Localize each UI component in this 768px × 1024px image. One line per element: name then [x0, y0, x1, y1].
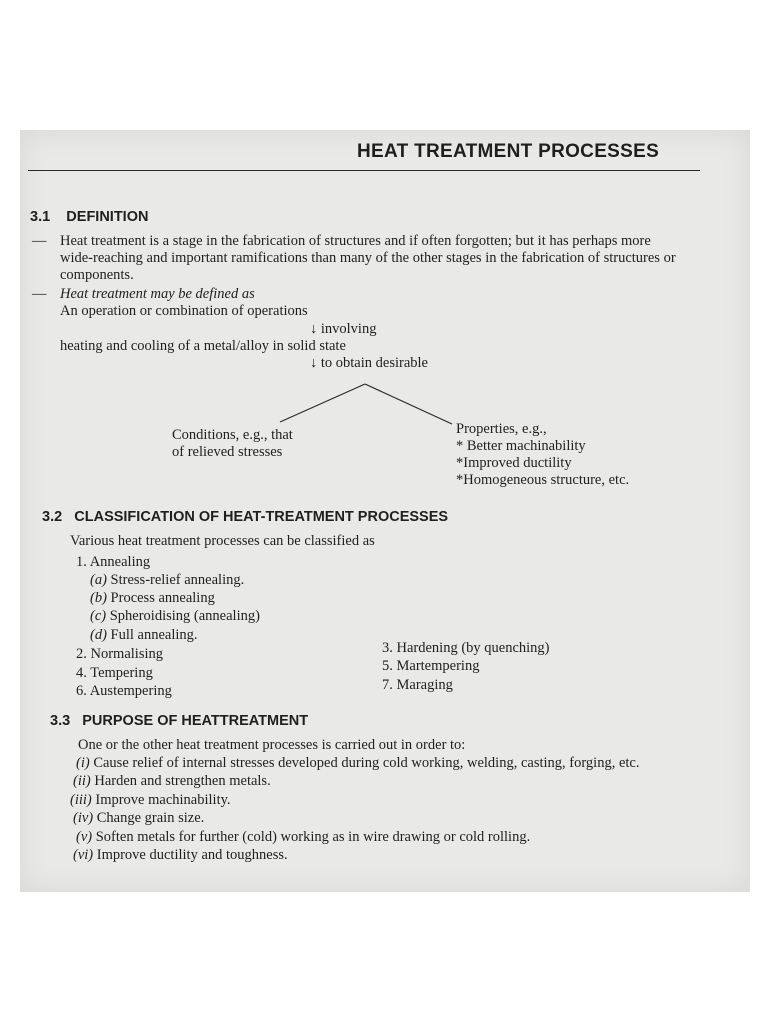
sub-item-b: (b) Process annealing: [90, 590, 215, 606]
sub-item-d: (d) Full annealing.: [90, 627, 198, 643]
purpose-intro: One or the other heat treatment processes is carried out in order to:: [78, 737, 466, 753]
sub-item-a: (a) Stress-relief annealing.: [90, 572, 245, 588]
sub-item-c: (c) Spheroidising (annealing): [90, 608, 260, 624]
page-title: HEAT TREATMENT PROCESSES: [357, 141, 660, 162]
branch-left-line-2: of relieved stresses: [172, 444, 283, 460]
arrow-to-obtain: ↓ to obtain desirable: [310, 355, 428, 371]
section-number: 3.2: [42, 509, 63, 525]
definition-line-2: wide-reaching and important ramifications than many of the other stages in the fabrication of structures or: [60, 250, 676, 266]
list-item-tempering: 4. Tempering: [76, 665, 153, 681]
section-3-2-heading: [42, 509, 448, 525]
purpose-item-2: (ii) Harden and strengthen metals.: [73, 773, 271, 789]
purpose-item-4: (iv) Change grain size.: [73, 810, 205, 826]
section-title: PURPOSE OF HEATTREATMENT: [82, 713, 309, 729]
branch-right-line-4: *Homogeneous structure, etc.: [456, 472, 630, 488]
list-item-hardening: 3. Hardening (by quenching): [382, 640, 550, 656]
dash-bullet: —: [32, 233, 47, 249]
definition-heating-cooling: heating and cooling of a metal/alloy in solid state: [60, 338, 346, 354]
definition-operation: An operation or combination of operations: [60, 303, 308, 319]
section-number: 3.1: [30, 209, 51, 225]
purpose-item-6: (vi) Improve ductility and toughness.: [73, 847, 288, 863]
purpose-item-1: (i) Cause relief of internal stresses developed during cold working, welding, casting, forging, etc.: [76, 755, 640, 771]
section-number: 3.3: [50, 713, 71, 729]
section-title: DEFINITION: [66, 209, 149, 225]
arrow-involving: ↓ involving: [310, 321, 377, 337]
classification-intro: Various heat treatment processes can be classified as: [70, 533, 375, 549]
list-item-maraging: 7. Maraging: [382, 677, 453, 693]
section-title: CLASSIFICATION OF HEAT-TREATMENT PROCESSES: [74, 509, 449, 525]
branch-right-line-3: *Improved ductility: [456, 455, 572, 471]
list-item-annealing: 1. Annealing: [76, 554, 151, 570]
definition-intro: Heat treatment may be defined as: [60, 286, 255, 302]
definition-line-3: components.: [60, 267, 134, 283]
purpose-item-5: (v) Soften metals for further (cold) working as in wire drawing or cold rolling.: [76, 829, 531, 845]
list-item-martempering: 5. Martempering: [382, 658, 480, 674]
branch-right-line-1: Properties, e.g.,: [456, 421, 547, 437]
list-item-normalising: 2. Normalising: [76, 646, 163, 662]
purpose-item-3: (iii) Improve machinability.: [70, 792, 231, 808]
definition-line-1: Heat treatment is a stage in the fabrication of structures and if often forgotten; but it has perhaps more: [60, 233, 651, 249]
dash-bullet: —: [32, 286, 47, 302]
branch-right-line-2: * Better machinability: [456, 438, 586, 454]
branch-left-line-1: Conditions, e.g., that: [172, 427, 293, 443]
list-item-austempering: 6. Austempering: [76, 683, 172, 699]
section-3-3-heading: [50, 713, 308, 729]
